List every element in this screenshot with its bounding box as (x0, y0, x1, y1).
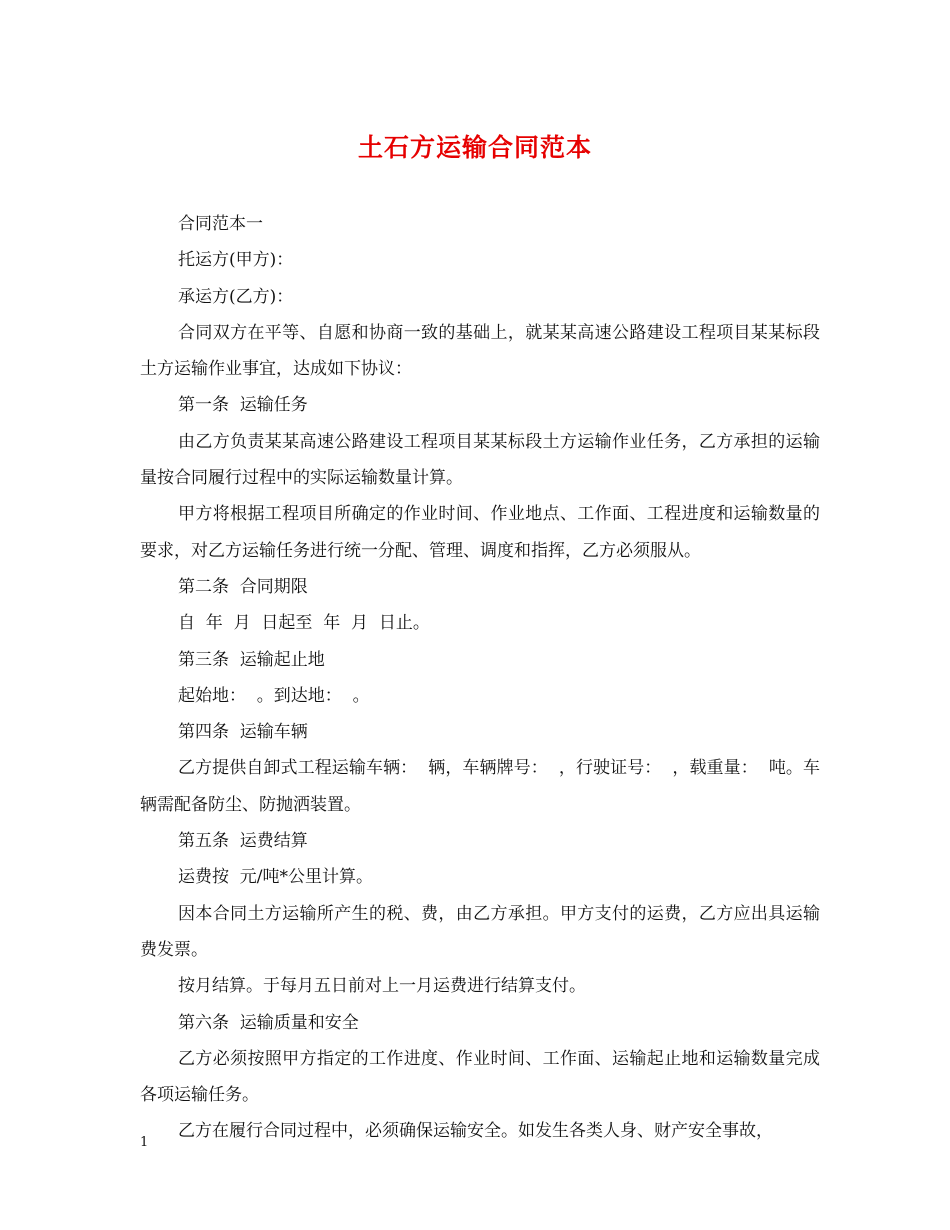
section-heading: 第一条 运输任务 (178, 395, 308, 416)
section-heading: 第二条 合同期限 (178, 576, 308, 597)
paragraph: 按月结算。于每月五日前对上一月运费进行结算支付。 (178, 976, 586, 997)
paragraph: 运费按 元/吨*公里计算。 (178, 867, 374, 888)
paragraph: 托运方(甲方)： (178, 250, 294, 271)
section-heading: 第六条 运输质量和安全 (178, 1012, 359, 1033)
paragraph: 合同范本一 (178, 214, 263, 234)
paragraph: 乙方在履行合同过程中，必须确保运输安全。如发生各类人身、财产安全事故， (178, 1121, 773, 1142)
document-title: 土石方运输合同范本 (357, 133, 592, 162)
paragraph: 自 年 月 日起至 年 月 日止。 (178, 613, 430, 634)
paragraph: 甲方将根据工程项目所确定的作业时间、作业地点、工作面、工程进度和运输数量的要求，对乙方运输任务进行统一分配、管理、调度和指挥，乙方必须服从。 (140, 504, 820, 561)
page-number: 1 (140, 1135, 149, 1150)
paragraph: 乙方必须按照甲方指定的工作进度、作业时间、工作面、运输起止地和运输数量完成各项运输任务。 (140, 1048, 820, 1106)
paragraph: 起始地： 。到达地： 。 (178, 685, 370, 706)
section-heading: 第三条 运输起止地 (178, 649, 325, 670)
paragraph: 由乙方负责某某高速公路建设工程项目某某标段土方运输作业任务，乙方承担的运输量按合同履行过程中的实际运输数量计算。 (140, 431, 820, 489)
document-body (140, 206, 820, 1150)
paragraph: 合同双方在平等、自愿和协商一致的基础上，就某某高速公路建设工程项目某某标段土方运输作业事宜，达成如下协议： (140, 322, 820, 380)
section-heading: 第五条 运费结算 (178, 831, 308, 852)
paragraph: 乙方提供自卸式工程运输车辆： 辆，车辆牌号： ，行驶证号： ，载重量： 吨。车辆需配备防尘、防抛洒装置。 (140, 758, 820, 815)
paragraph: 承运方(乙方)： (178, 286, 294, 307)
paragraph: 因本合同土方运输所产生的税、费，由乙方承担。甲方支付的运费，乙方应出具运输费发票。 (140, 903, 820, 960)
section-heading: 第四条 运输车辆 (178, 722, 308, 743)
